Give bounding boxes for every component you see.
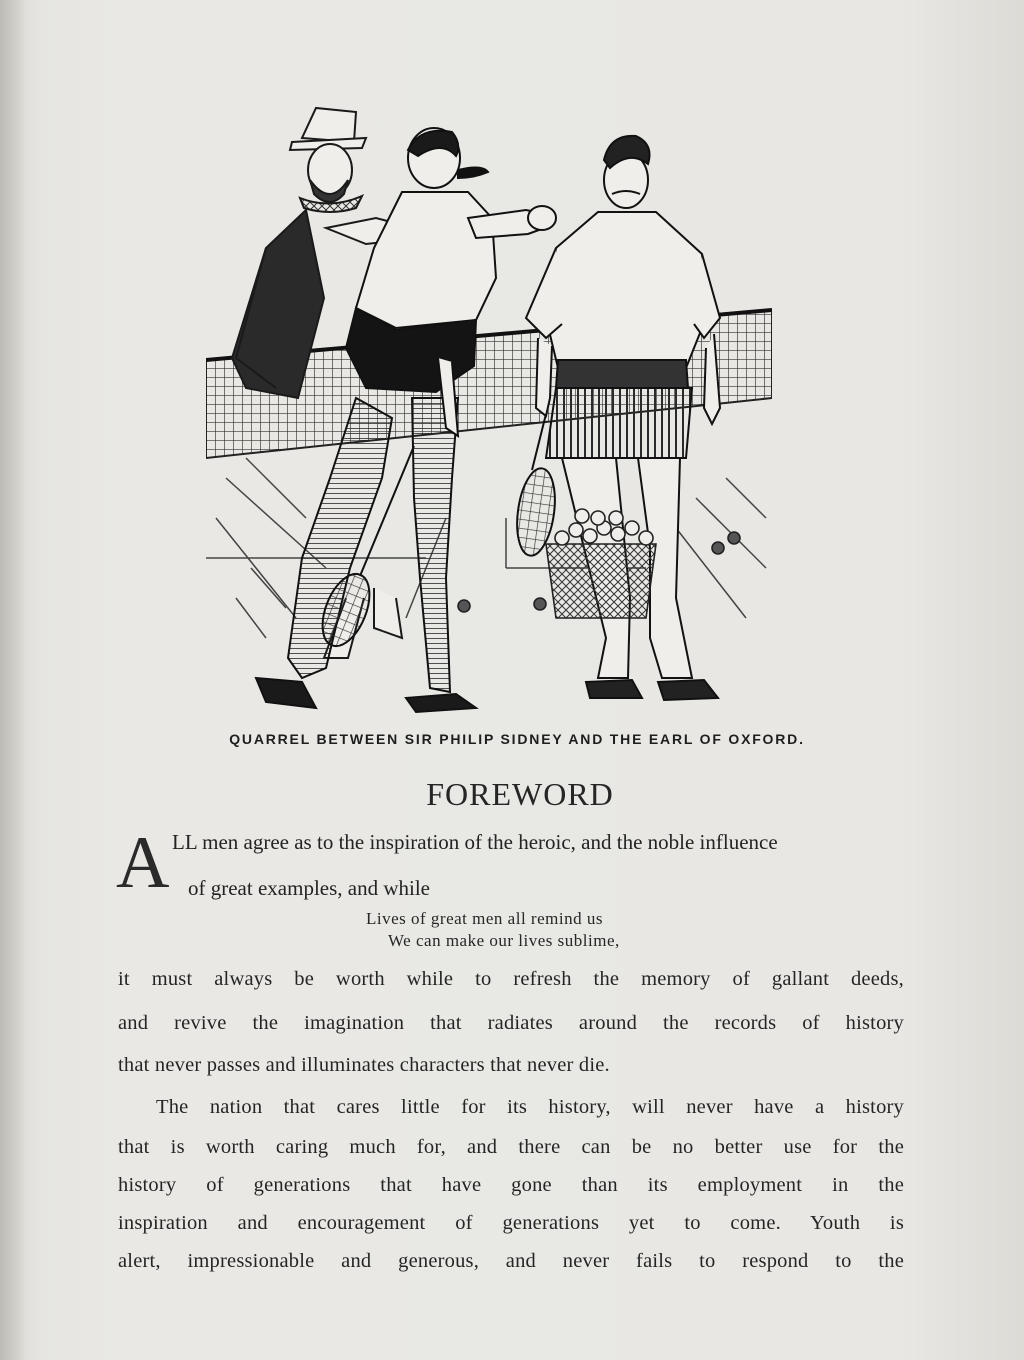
body-line: that is worth caring much for, and there can be no better use for the <box>118 1136 904 1158</box>
body-line: that never passes and illuminates characters that never die. <box>118 1054 610 1076</box>
drop-cap: A <box>116 822 170 904</box>
body-line: inspiration and encouragement of generations yet to come. Youth is <box>118 1212 904 1234</box>
body-line: it must always be worth while to refresh the memory of gallant deeds, <box>118 968 904 990</box>
body-line: The nation that cares little for its history, will never have a history <box>156 1096 904 1118</box>
poem-quote <box>366 908 620 952</box>
poem-line: Lives of great men all remind us <box>366 909 603 928</box>
ball-basket <box>458 509 740 618</box>
court-floor <box>206 458 766 638</box>
body-line: and revive the imagination that radiates around the records of history <box>118 1012 904 1034</box>
illustration-caption: QUARREL BETWEEN SIR PHILIP SIDNEY AND THE EARL OF OXFORD. <box>229 731 805 747</box>
body-line: alert, impressionable and generous, and never fails to respond to the <box>118 1250 904 1272</box>
intro-line: of great examples, and while <box>188 876 430 900</box>
intro-line: LL men agree as to the inspiration of the heroic, and the noble influence <box>172 830 778 854</box>
poem-line: We can make our lives sublime, <box>388 931 620 950</box>
page-gutter-shadow <box>0 0 26 1360</box>
page-heading: FOREWORD <box>426 776 614 812</box>
tennis-quarrel-illustration <box>206 98 772 728</box>
intro-paragraph <box>116 824 906 904</box>
body-line: history of generations that have gone than its employment in the <box>118 1174 904 1196</box>
